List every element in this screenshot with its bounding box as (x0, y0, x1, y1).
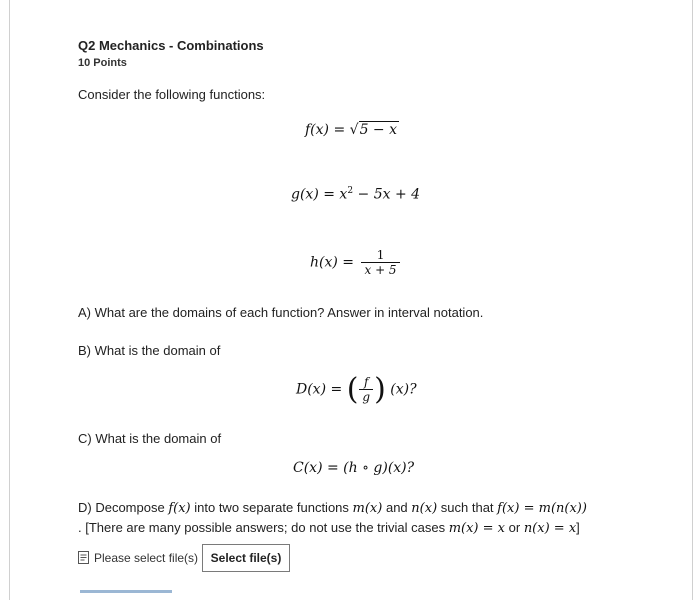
g-exp: 2 (347, 186, 354, 196)
function-g (291, 186, 420, 203)
d-trivial-1: m(x) = x (448, 521, 505, 536)
g-lhs: g(x) = (291, 186, 335, 203)
fg-numerator: f (364, 375, 369, 389)
part-b-text: B) What is the domain of (78, 343, 221, 358)
h-fraction (361, 248, 399, 277)
fg-fraction (359, 375, 373, 404)
d-intro: D) Decompose (78, 500, 165, 515)
d-close: ] (576, 520, 580, 535)
expression-d (296, 372, 417, 407)
f-radicand: 5 − x (359, 122, 397, 138)
upload-label: Please select file(s) (94, 551, 199, 565)
function-h (310, 248, 403, 277)
sqrt-symbol: √ (349, 122, 359, 138)
d-such: such that (440, 500, 494, 515)
expression-c: C(x) = (h ∘ g)(x)? (293, 460, 415, 476)
g-rest: − 5x + 4 (357, 186, 421, 203)
d-fx: f(x) (168, 501, 191, 516)
f-lhs: f(x) = (305, 122, 346, 138)
function-f (305, 122, 399, 138)
d-and: and (385, 500, 408, 515)
h-numerator: 1 (376, 248, 385, 262)
d-lhs: D(x) = (296, 381, 343, 398)
fg-denominator: g (359, 389, 373, 404)
part-d-line2 (78, 520, 580, 536)
d-nx: n(x) (411, 501, 438, 516)
g-base: x (339, 186, 348, 203)
file-icon (78, 551, 89, 564)
d-or: or (508, 520, 521, 535)
select-files-button[interactable]: Select file(s) (202, 544, 290, 572)
right-paren: ) (374, 372, 386, 407)
question-points: 10 Points (78, 57, 127, 69)
question-title: Q2 Mechanics - Combinations (78, 38, 264, 53)
part-d-line1 (78, 500, 587, 516)
d-trivial-2: n(x) = x (523, 521, 577, 536)
d-mx: m(x) (352, 501, 383, 516)
part-a-text: A) What are the domains of each function? Answer in interval notation. (78, 305, 484, 320)
h-denominator: x + 5 (361, 262, 399, 277)
intro-text: Consider the following functions: (78, 87, 266, 102)
left-paren: ( (346, 372, 359, 407)
d-into: into two separate functions (194, 500, 349, 515)
part-c-text: C) What is the domain of (78, 431, 222, 446)
d-comp: f(x) = m(n(x)) (497, 501, 587, 516)
d-tail: (x)? (390, 381, 417, 398)
h-lhs: h(x) = (310, 254, 355, 271)
d-note: . [There are many possible answers; do not use the trivial cases (78, 520, 446, 535)
